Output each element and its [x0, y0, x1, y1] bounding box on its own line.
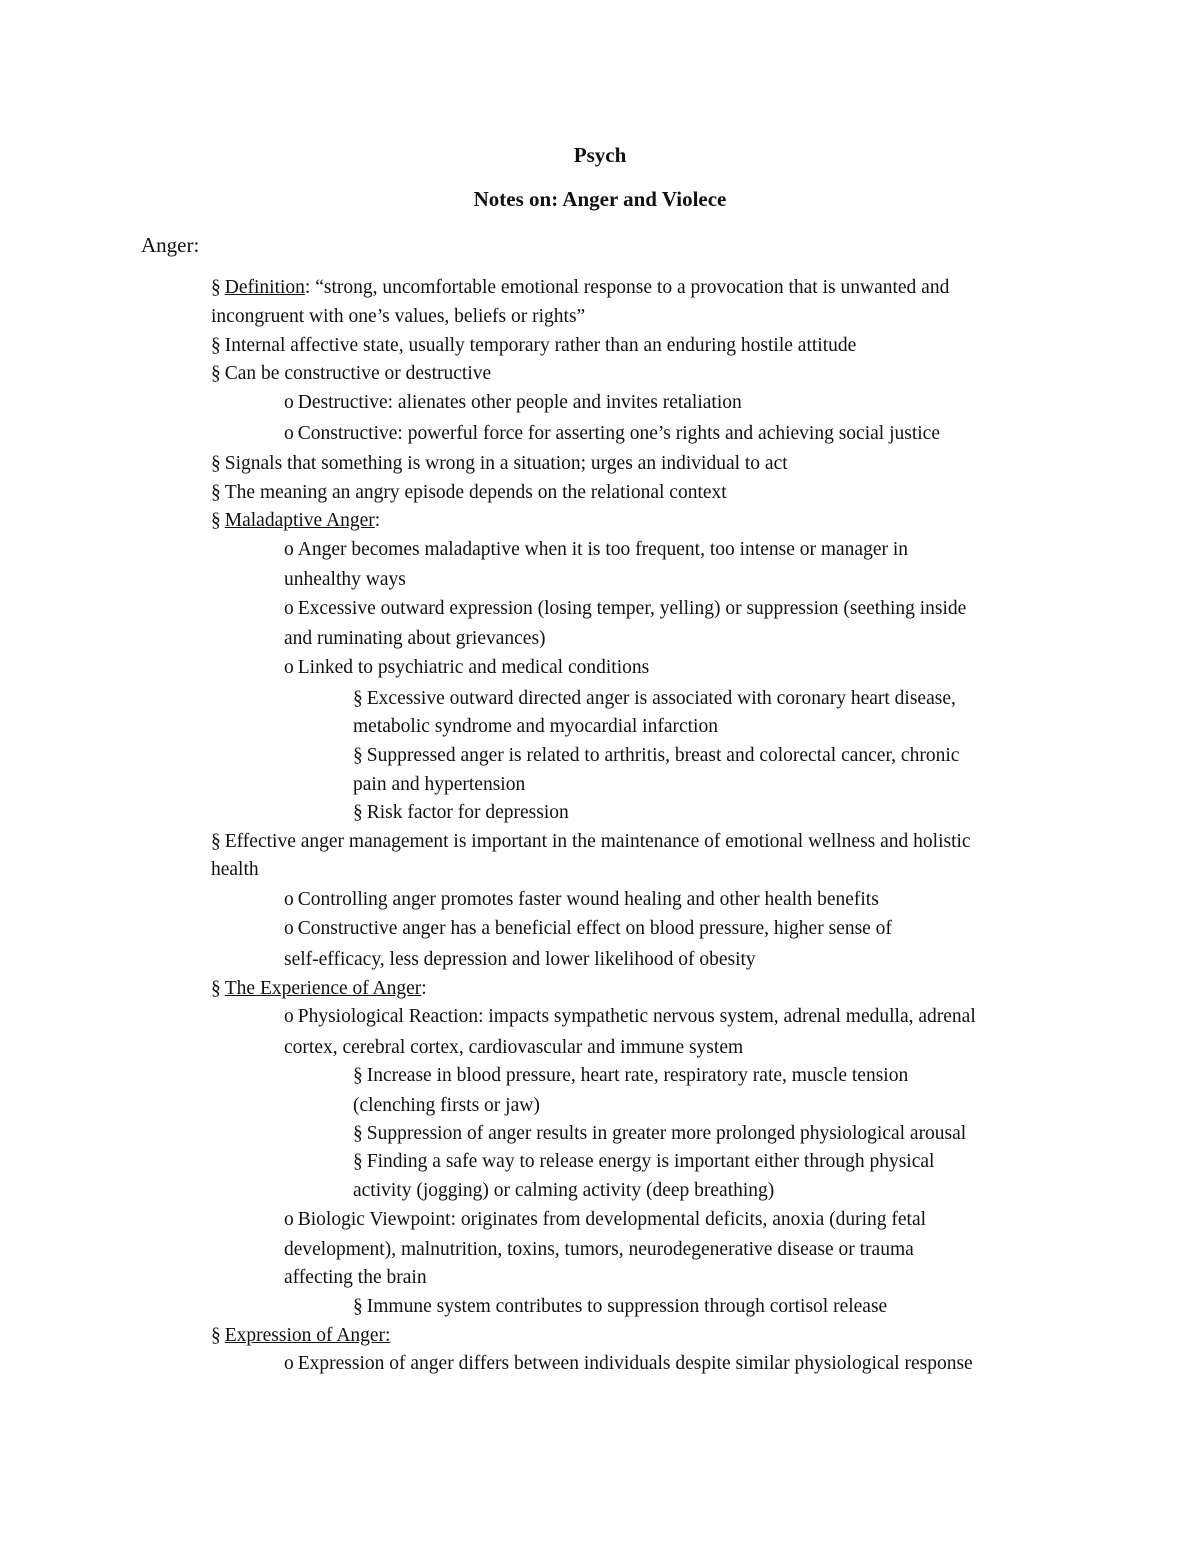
- note-text: Anger becomes maladaptive when it is too frequent, too intense or manager in: [297, 539, 909, 560]
- document-subtitle: Notes on: Anger and Violece: [473, 187, 727, 211]
- note-text: Excessive outward directed anger is associated with coronary heart disease,: [366, 688, 956, 709]
- bullet-marker: o: [284, 598, 294, 619]
- note-text: Suppression of anger results in greater more prolonged physiological arousal: [366, 1123, 967, 1144]
- bullet-marker: o: [284, 889, 294, 910]
- bullet-marker: o: [284, 423, 294, 444]
- bullet-marker: §: [211, 831, 221, 852]
- note-text: Signals that something is wrong in a situation; urges an individual to act: [224, 453, 788, 474]
- note-line: [353, 1094, 540, 1118]
- note-line: [284, 422, 940, 446]
- note-label: Expression of Anger:: [224, 1325, 391, 1346]
- note-text: Immune system contributes to suppression through cortisol release: [366, 1296, 888, 1317]
- note-text: cortex, cerebral cortex, cardiovascular and immune system: [284, 1037, 744, 1058]
- note-line: [284, 888, 879, 912]
- note-text: Can be constructive or destructive: [224, 363, 492, 384]
- note-label: The Experience of Anger: [224, 978, 422, 999]
- bullet-marker: §: [353, 688, 363, 709]
- note-line: [284, 948, 756, 972]
- note-line: [284, 1238, 914, 1262]
- note-text: Constructive: powerful force for asserting one’s rights and achieving social justice: [297, 423, 940, 444]
- note-text: activity (jogging) or calming activity (deep breathing): [353, 1180, 775, 1201]
- note-text: Internal affective state, usually temporary rather than an enduring hostile attitude: [224, 335, 857, 356]
- note-line: [211, 830, 971, 854]
- note-line: [284, 597, 966, 621]
- note-line: [211, 481, 727, 505]
- note-text: Suppressed anger is related to arthritis, breast and colorectal cancer, chronic: [366, 745, 960, 766]
- bullet-marker: §: [211, 978, 221, 999]
- note-line: [211, 858, 259, 882]
- note-line: [284, 1352, 973, 1376]
- note-text: Effective anger management is important in the maintenance of emotional wellness and holistic: [224, 831, 971, 852]
- note-line: [284, 917, 892, 941]
- bullet-marker: o: [284, 657, 294, 678]
- bullet-marker: §: [211, 1325, 221, 1346]
- note-line: [211, 509, 380, 533]
- bullet-marker: o: [284, 1353, 294, 1374]
- note-label: Maladaptive Anger: [224, 510, 375, 531]
- note-text: The meaning an angry episode depends on the relational context: [224, 482, 727, 503]
- bullet-marker: §: [211, 510, 221, 531]
- note-line: [353, 1295, 887, 1319]
- note-line: [284, 627, 546, 651]
- note-text: incongruent with one’s values, beliefs or rights”: [211, 306, 586, 327]
- bullet-marker: §: [353, 1065, 363, 1086]
- bullet-marker: o: [284, 392, 294, 413]
- note-text: (clenching firsts or jaw): [353, 1095, 540, 1116]
- note-text: :: [421, 978, 427, 999]
- note-line: [353, 773, 525, 797]
- bullet-marker: §: [353, 745, 363, 766]
- bullet-marker: §: [353, 1296, 363, 1317]
- note-text: Biologic Viewpoint: originates from developmental deficits, anoxia (during fetal: [297, 1209, 927, 1230]
- note-text: and ruminating about grievances): [284, 628, 546, 649]
- note-line: [284, 656, 649, 680]
- note-text: Expression of anger differs between individuals despite similar physiological response: [297, 1353, 973, 1374]
- note-line: [211, 452, 788, 476]
- note-line: [211, 334, 856, 358]
- note-line: [211, 977, 427, 1001]
- bullet-marker: §: [211, 335, 221, 356]
- note-text: health: [211, 859, 259, 880]
- note-line: [353, 1150, 934, 1174]
- note-line: [284, 1208, 926, 1232]
- document-title: Psych: [573, 143, 627, 167]
- bullet-marker: §: [353, 802, 363, 823]
- note-text: Excessive outward expression (losing temper, yelling) or suppression (seething inside: [297, 598, 967, 619]
- note-text: self-efficacy, less depression and lower likelihood of obesity: [284, 949, 756, 970]
- note-line: [211, 276, 949, 300]
- bullet-marker: o: [284, 539, 294, 560]
- note-line: [353, 715, 718, 739]
- note-text: unhealthy ways: [284, 569, 406, 590]
- note-line: [284, 568, 406, 592]
- note-text: : “strong, uncomfortable emotional response to a provocation that is unwanted and: [304, 277, 950, 298]
- note-label: Definition: [224, 277, 305, 298]
- note-line: [284, 1005, 976, 1029]
- note-line: [284, 538, 908, 562]
- note-line: [211, 1324, 390, 1348]
- note-text: Finding a safe way to release energy is important either through physical: [366, 1151, 935, 1172]
- note-text: Physiological Reaction: impacts sympathetic nervous system, adrenal medulla, adrenal: [297, 1006, 976, 1027]
- bullet-marker: §: [353, 1123, 363, 1144]
- note-text: Risk factor for depression: [366, 802, 569, 823]
- note-text: Destructive: alienates other people and invites retaliation: [297, 392, 742, 413]
- note-text: Increase in blood pressure, heart rate, respiratory rate, muscle tension: [366, 1065, 909, 1086]
- note-text: Controlling anger promotes faster wound healing and other health benefits: [297, 889, 879, 910]
- bullet-marker: o: [284, 1209, 294, 1230]
- note-line: [211, 305, 585, 329]
- bullet-marker: §: [211, 453, 221, 474]
- note-text: affecting the brain: [284, 1267, 427, 1288]
- note-text: Linked to psychiatric and medical conditions: [297, 657, 650, 678]
- bullet-marker: §: [211, 277, 221, 298]
- note-text: development), malnutrition, toxins, tumors, neurodegenerative disease or trauma: [284, 1239, 914, 1260]
- note-line: [353, 1122, 966, 1146]
- bullet-marker: §: [353, 1151, 363, 1172]
- note-text: metabolic syndrome and myocardial infarction: [353, 716, 718, 737]
- note-line: [284, 1266, 427, 1290]
- note-line: [284, 1036, 743, 1060]
- note-text: pain and hypertension: [353, 774, 526, 795]
- bullet-marker: §: [211, 363, 221, 384]
- note-line: [353, 801, 569, 825]
- bullet-marker: §: [211, 482, 221, 503]
- note-line: [353, 744, 959, 768]
- note-line: [211, 362, 491, 386]
- note-line: [353, 1179, 774, 1203]
- section-heading: Anger:: [141, 233, 200, 257]
- note-text: :: [374, 510, 381, 531]
- bullet-marker: o: [284, 1006, 294, 1027]
- note-line: [353, 687, 956, 711]
- bullet-marker: o: [284, 918, 294, 939]
- note-text: Constructive anger has a beneficial effect on blood pressure, higher sense of: [297, 918, 892, 939]
- note-line: [284, 391, 742, 415]
- note-line: [353, 1064, 908, 1088]
